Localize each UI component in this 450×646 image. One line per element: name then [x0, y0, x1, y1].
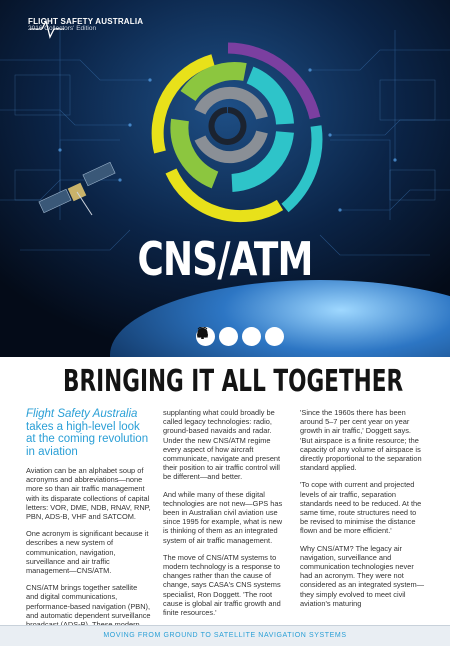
paragraph: 'To cope with current and projected levels of air traffic, separation standards need to be reduced. At the same time, route structures need to be revised to minimise the distance flown and be more efficient.'	[300, 480, 422, 536]
paragraph: One acronym is significant because it describes a new system of communication, navigation, surveillance and air traffic management—CNS/ATM.	[26, 529, 149, 576]
paragraph: supplanting what could broadly be called legacy technologies: radio, ground-based navaids and radar. Under the new CNS/ATM regime every aspect of how aircraft communicate, navigate and present their position to air traffic control will be different—and better.	[163, 408, 281, 482]
flight-safety-logo-icon	[28, 18, 66, 40]
lead-publication-name: Flight Safety Australia	[26, 408, 138, 420]
article-column-1	[26, 408, 151, 646]
hero-title: CNS/ATM	[137, 232, 313, 286]
paragraph: The move of CNS/ATM systems to modern technology is a response to changes rather than the cause of change, says CASA's CNS systems specialist, Ron Doggett. 'The root cause is global air traffic growth and finite resources.'	[163, 552, 281, 618]
article-column-3	[300, 408, 425, 646]
magazine-branding	[28, 18, 143, 33]
binoculars-icon	[242, 327, 261, 346]
paragraph: And while many of these digital technologies are not new—GPS has been in Australian civil aviation use since 1995 for example, what is new is thinking of them as an integrated system of air traffic management.	[163, 489, 283, 545]
page-footer	[0, 625, 450, 646]
paragraph: 'Since the 1960s there has been around 5–7 per cent year on year growth in air traffic,' Doggett says. 'But airspace is a finite resource; the capacity of any volume of airspace is directly proportional to the separation standard applied.	[300, 408, 422, 473]
article-lead	[26, 408, 151, 458]
magazine-name: FLIGHT SAFETY AUSTRALIA	[28, 17, 144, 26]
edition-label: 2016 Collectors' Edition	[28, 25, 97, 33]
radar-tower-icon	[265, 327, 284, 346]
paragraph: Aviation can be an alphabet soup of acronyms and abbreviations—none more so than air traffic management with its disparate collections of capital letters: VOR, DME, NDB, RNAV, RNP, PBN, ADS-B, VHF and SATCOM.	[26, 466, 151, 522]
topic-icons	[196, 327, 284, 346]
lead-text: takes a high-level look at the coming revolution in aviation	[26, 420, 149, 458]
location-pin-icon	[219, 327, 238, 346]
article-body	[26, 408, 426, 646]
article-headline: BRINGING IT ALL TOGETHER	[63, 364, 404, 399]
article-column-2	[163, 408, 288, 646]
paragraph: Why CNS/ATM? The legacy air navigation, surveillance and communication technologies never had an acronym. They were not considered as an integrated system—they simply evolved to meet civil aviation's maturing	[300, 543, 425, 608]
paragraph: CNS/ATM brings together satellite and digital communications, performance-based navigation (PBN), and automatic dependent surveillance	[26, 583, 151, 620]
footer-section-title: MOVING FROM GROUND TO SATELLITE NAVIGATION SYSTEMS	[103, 632, 347, 639]
